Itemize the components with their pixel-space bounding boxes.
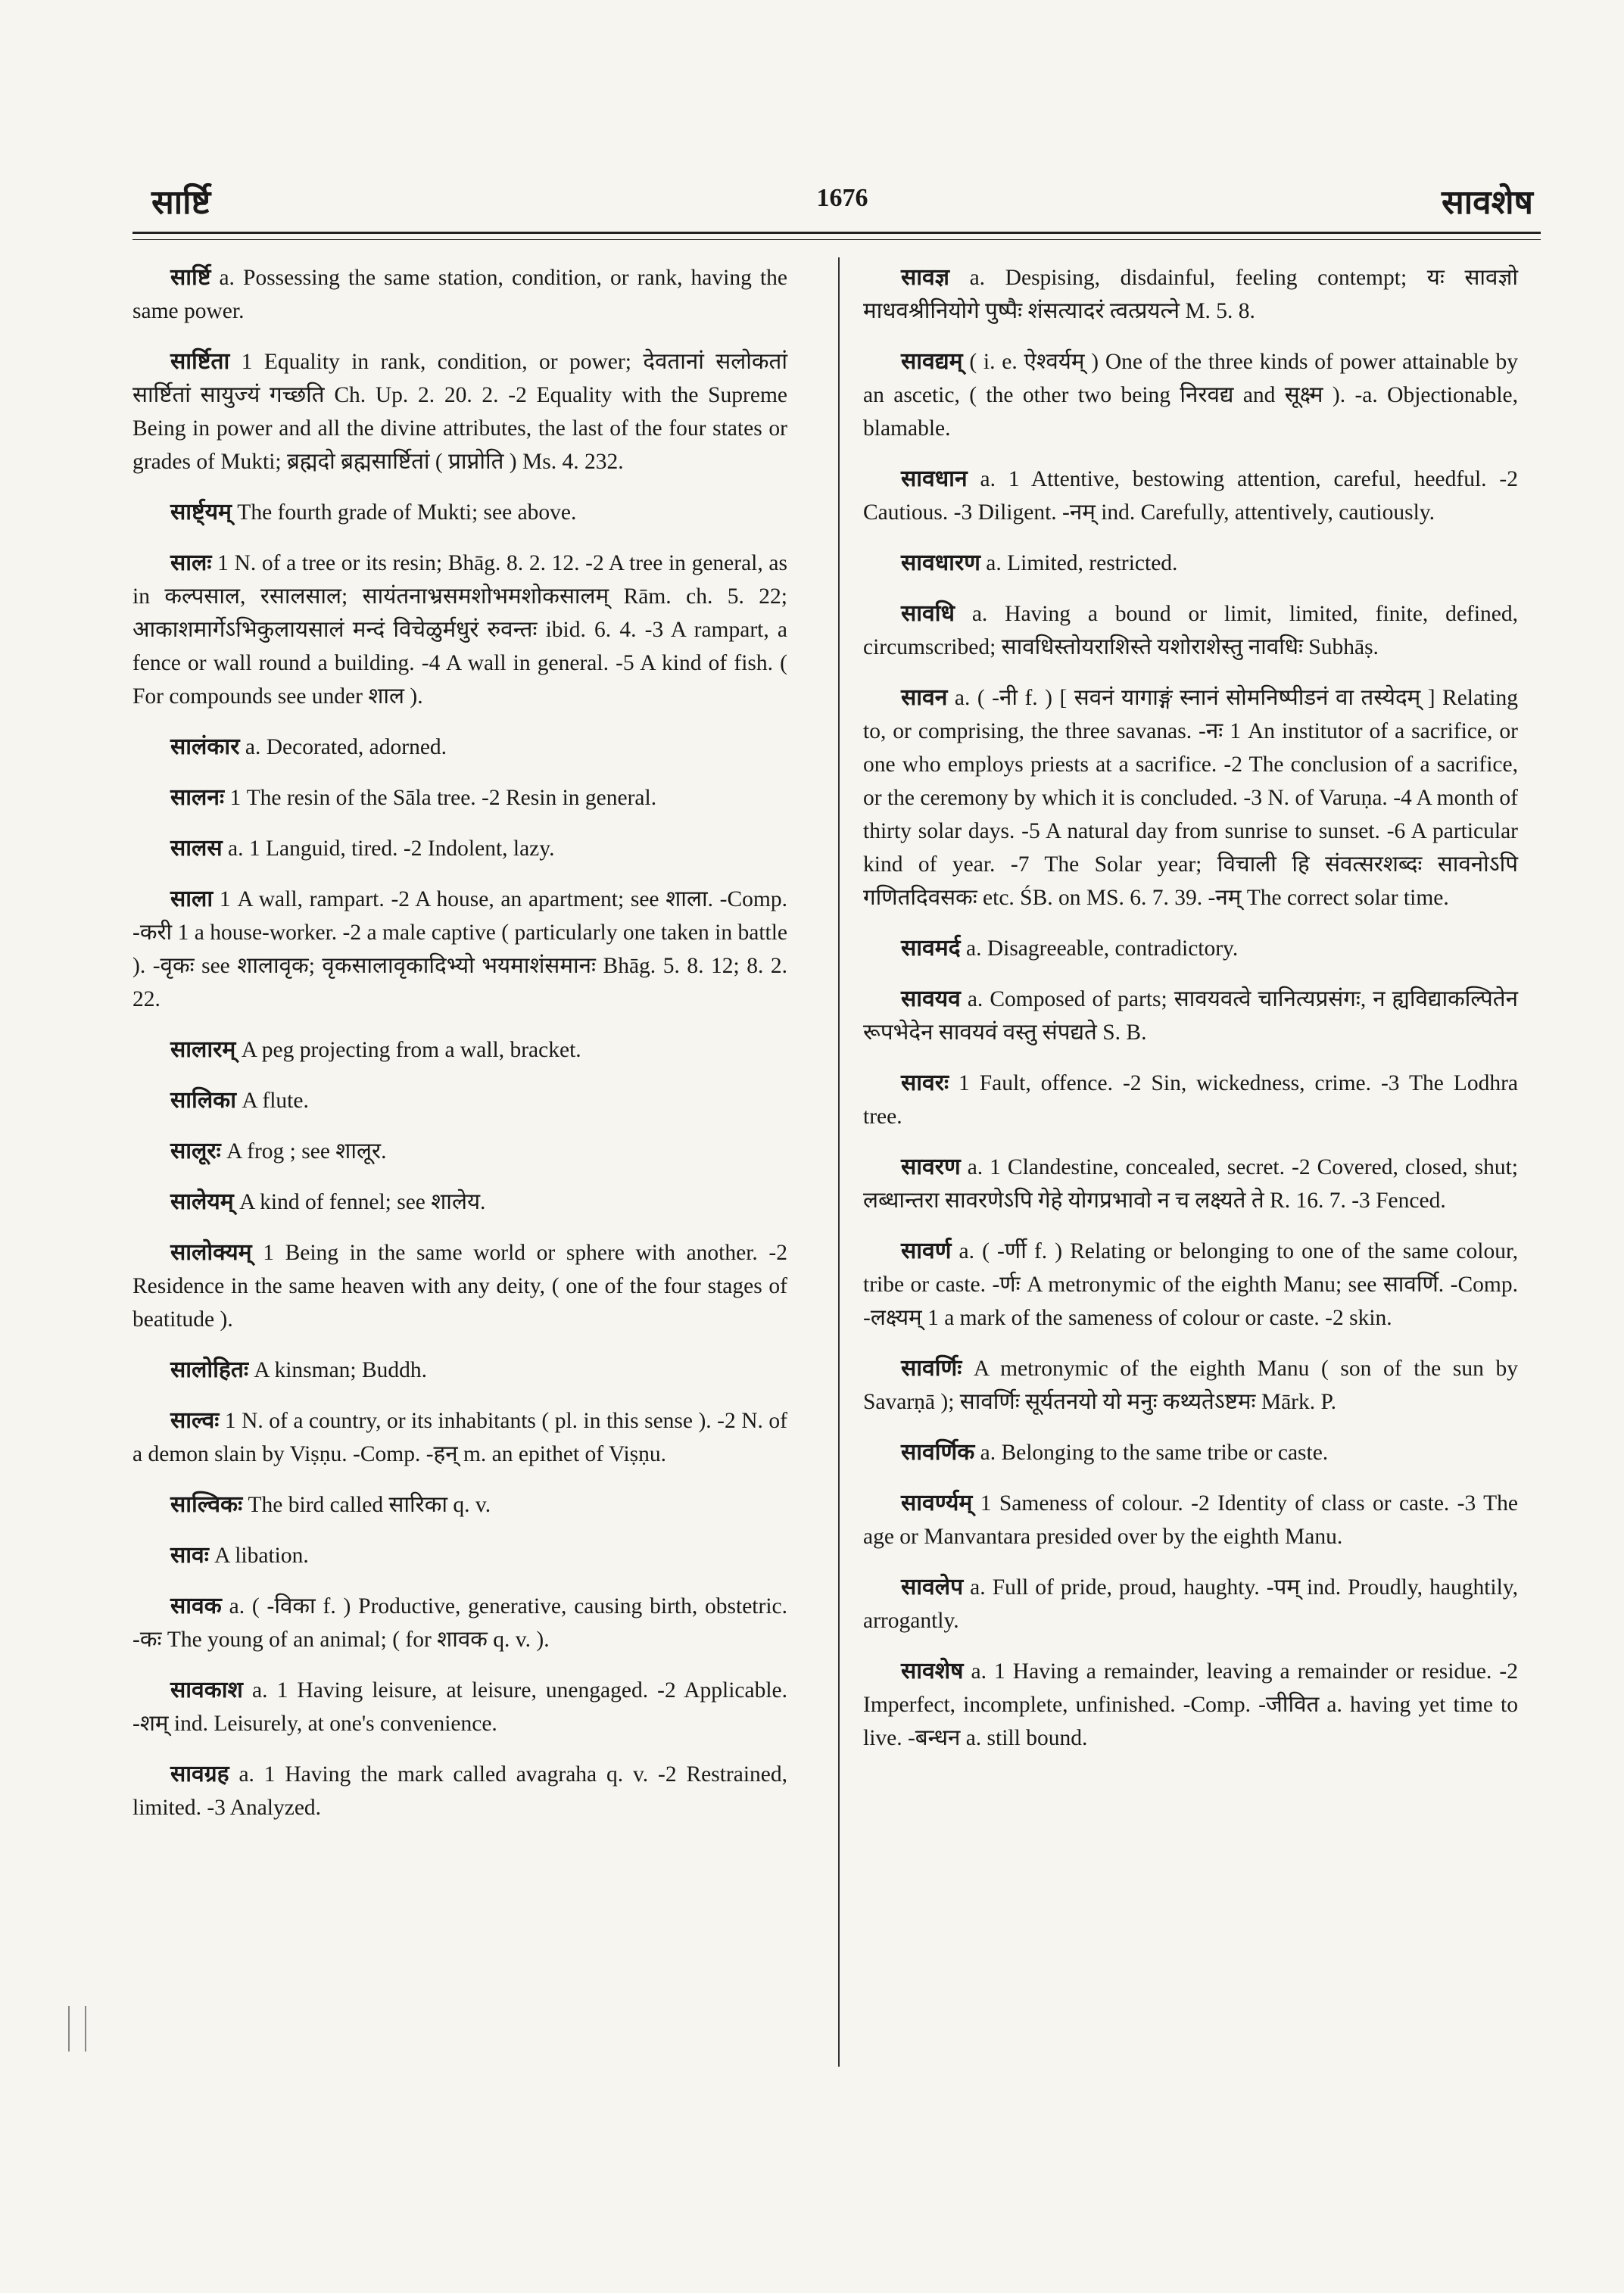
entry-headword: सावद्यम् <box>901 348 963 375</box>
entry-definition: The fourth grade of Mukti; see above. <box>231 500 577 525</box>
dictionary-entry <box>863 1352 1518 1419</box>
entry-headword: सावधारण <box>901 550 980 576</box>
entry-definition: a. Full of pride, proud, haughty. -पम् ind. Proudly, haughtily, arrogantly. <box>863 1575 1518 1633</box>
entry-headword: सावग्रह <box>170 1761 229 1787</box>
entry-definition: a. 1 Having the mark called avagraha q. v. -2 Restrained, limited. -3 Analyzed. <box>132 1762 787 1820</box>
entry-headword: सालंकार <box>170 734 240 760</box>
entry-headword: सावर्ण्यम् <box>901 1490 973 1516</box>
dictionary-entry <box>863 547 1518 580</box>
dictionary-entry <box>132 883 787 1016</box>
entry-definition: a. Possessing the same station, condition, or rank, having the same power. <box>132 266 787 323</box>
entry-headword: सावः <box>170 1542 209 1569</box>
dictionary-entry <box>132 1033 787 1067</box>
entry-headword: सावर्णिक <box>901 1439 975 1466</box>
dictionary-entry <box>863 1571 1518 1637</box>
entry-headword: सावक <box>170 1593 222 1619</box>
entry-headword: सावमर्द <box>901 935 961 961</box>
entry-headword: सार्ष्ट्यम् <box>170 499 232 525</box>
entry-definition: a. ( -र्णी f. ) Relating or belonging to one of the same colour, tribe or caste. -र्णः A metronymic of the eighth Manu; see सावर्णि. -Comp. -लक्ष्यम् 1 a mark of the sameness of colour or caste. -2 skin. <box>863 1239 1518 1330</box>
entry-definition: 1 N. of a tree or its resin; Bhāg. 8. 2. 12. -2 A tree in general, as in कल्पसाल, रसालसाल; सायंतनाभ्रसमशोभमशोकसालम् Rām. ch. 5. 22; आकाशमार्गेऽभिकुलायसालं मन्दं विचेळुर्मधुरं रुवन्तः ibid. 6. 4. -3 A rampart, a fence or wall round a building. -4 A wall in general. -5 A kind of fish. ( For compounds see under शाल ). <box>132 551 787 709</box>
column-divider <box>838 257 840 2067</box>
dictionary-entry <box>132 1354 787 1387</box>
page-number: 1676 <box>816 184 868 212</box>
dictionary-entry <box>132 781 787 815</box>
dictionary-entry <box>132 1185 787 1219</box>
entry-definition: a. 1 Attentive, bestowing attention, careful, heedful. -2 Cautious. -3 Diligent. -नम् ind. Carefully, attentively, cautiously. <box>863 467 1518 525</box>
entry-headword: सार्ष्टिता <box>170 348 230 375</box>
entry-definition: a. 1 Having a remainder, leaving a remainder or residue. -2 Imperfect, incomplete, unfinished. -Comp. -जीवित a. having yet time to live. -बन्धन a. still bound. <box>863 1659 1518 1750</box>
entry-definition: A kind of fennel; see शालेय. <box>233 1190 486 1214</box>
entry-headword: सावरः <box>901 1070 949 1096</box>
dictionary-entry <box>863 1655 1518 1755</box>
entry-definition: A flute. <box>235 1089 309 1113</box>
dictionary-entry <box>863 932 1518 965</box>
entry-definition: The bird called सारिका q. v. <box>242 1493 491 1517</box>
entry-definition: A kinsman; Buddh. <box>248 1358 428 1382</box>
page-header <box>151 155 1533 223</box>
entry-definition: 1 N. of a country, or its inhabitants ( pl. in this sense ). -2 N. of a demon slain by Viṣṇu. -Comp. -हन् m. an epithet of Viṣṇu. <box>132 1409 787 1466</box>
dictionary-entry <box>863 597 1518 664</box>
dictionary-entry <box>863 983 1518 1049</box>
entry-headword: सावलेप <box>901 1574 964 1600</box>
entry-definition: a. Disagreeable, contradictory. <box>960 936 1239 961</box>
dictionary-entry <box>863 345 1518 445</box>
dictionary-entry <box>132 1488 787 1522</box>
entry-headword: सालोक्यम् <box>170 1239 252 1266</box>
dictionary-entry <box>863 681 1518 914</box>
dictionary-entry <box>132 832 787 865</box>
entry-definition: a. Despising, disdainful, feeling contempt; यः सावज्ञो माधवश्रीनियोगे पुष्पैः शंसत्यादरं त्वत्प्रयत्ने M. 5. 8. <box>863 266 1518 323</box>
entry-headword: सावरण <box>901 1154 961 1180</box>
entry-definition: a. 1 Having leisure, at leisure, unengaged. -2 Applicable. -शम् ind. Leisurely, at one's convenience. <box>132 1678 787 1736</box>
entry-headword: सावन <box>901 684 948 711</box>
dictionary-entry <box>132 1404 787 1471</box>
entry-definition: a. 1 Clandestine, concealed, secret. -2 Covered, closed, shut; लब्धान्तरा सावरणेऽपि गेहे योगप्रभावो न च लक्ष्यते ते R. 16. 7. -3 Fenced. <box>863 1155 1518 1213</box>
entry-definition: a. Limited, restricted. <box>980 551 1178 575</box>
dictionary-entry <box>132 345 787 478</box>
entry-definition: ( i. e. ऐश्वर्यम् ) One of the three kinds of power attainable by an ascetic, ( the other two being निरवद्य and सूक्ष्म ). -a. Objectionable, blamable. <box>863 350 1518 441</box>
entry-headword: सालूरः <box>170 1138 221 1164</box>
dictionary-entry <box>863 261 1518 328</box>
dictionary-entry <box>132 496 787 529</box>
entry-headword: सालनः <box>170 784 225 811</box>
entry-headword: सालस <box>170 835 223 861</box>
entry-headword: सालेयम् <box>170 1189 234 1215</box>
dictionary-entry <box>863 1235 1518 1335</box>
dictionary-entry <box>132 1539 787 1572</box>
entry-headword: सावधान <box>901 466 968 492</box>
entry-headword: सालिका <box>170 1087 236 1114</box>
dictionary-entry <box>132 1590 787 1656</box>
entry-headword: सार्ष्टि <box>170 264 211 291</box>
dictionary-entry <box>132 1758 787 1824</box>
header-rule-thin <box>132 239 1541 240</box>
entry-definition: a. ( -विका f. ) Productive, generative, causing birth, obstetric. -कः The young of an animal; ( for शावक q. v. ). <box>132 1594 787 1652</box>
dictionary-entry <box>132 1135 787 1168</box>
entry-definition: 1 A wall, rampart. -2 A house, an apartment; see शाला. -Comp. -करी 1 a house-worker. -2 a male captive ( particularly one taken in battle ). -वृकः see शालावृक; वृकसालावृकादिभ्यो भयमाशंसमानः Bhāg. 5. 8. 12; 8. 2. 22. <box>132 887 787 1011</box>
dictionary-entry <box>863 1067 1518 1133</box>
entry-headword: सावधि <box>901 600 955 627</box>
dictionary-entry <box>863 463 1518 529</box>
dictionary-entry <box>863 1487 1518 1553</box>
entry-definition: 1 Being in the same world or sphere with another. -2 Residence in the same heaven with any deity, ( one of the four stages of beatitude ). <box>132 1241 787 1332</box>
entry-headword: सावज्ञ <box>901 264 949 291</box>
entry-headword: सालोहितः <box>170 1357 249 1383</box>
left-column <box>132 261 787 1842</box>
entry-definition: A metronymic of the eighth Manu ( son of the sun by Savarṇā ); सावर्णिः सूर्यतनयो यो मनुः कथ्यतेऽष्टमः Mārk. P. <box>863 1357 1518 1414</box>
entry-headword: सालारम् <box>170 1036 236 1063</box>
entry-headword: सावर्ण <box>901 1238 952 1264</box>
entry-definition: a. Decorated, adorned. <box>239 735 447 759</box>
entry-headword: सालः <box>170 550 212 576</box>
right-column <box>863 261 1518 1772</box>
entry-headword: साला <box>170 886 214 912</box>
dictionary-entry <box>863 1436 1518 1469</box>
entry-definition: A peg projecting from a wall, bracket. <box>235 1038 581 1062</box>
entry-headword: सावयव <box>901 986 961 1012</box>
margin-mark <box>68 2006 86 2052</box>
header-right-word: सावशेष <box>1442 183 1533 222</box>
entry-definition: a. 1 Languid, tired. -2 Indolent, lazy. <box>222 837 555 861</box>
entry-definition: a. Belonging to the same tribe or caste. <box>974 1441 1329 1465</box>
entry-headword: साल्वः <box>170 1407 220 1434</box>
dictionary-entry <box>132 1674 787 1740</box>
dictionary-entry <box>132 547 787 713</box>
header-rule-thick <box>132 232 1541 234</box>
dictionary-entry <box>132 1236 787 1336</box>
dictionary-entry <box>132 261 787 328</box>
entry-headword: सावकाश <box>170 1677 243 1703</box>
entry-definition: a. Composed of parts; सावयवत्वे चानित्यप्रसंगः, न ह्यविद्याकल्पितेन रूपभेदेन सावयवं वस्तु संपद्यते S. B. <box>863 987 1518 1045</box>
dictionary-entry <box>132 1084 787 1117</box>
entry-definition: 1 Sameness of colour. -2 Identity of class or caste. -3 The age or Manvantara presided over by the eighth Manu. <box>863 1491 1518 1549</box>
entry-definition: 1 Fault, offence. -2 Sin, wickedness, crime. -3 The Lodhra tree. <box>863 1071 1518 1129</box>
dictionary-entry <box>132 731 787 764</box>
entry-headword: सावर्णिः <box>901 1355 962 1382</box>
entry-definition: A libation. <box>208 1544 309 1568</box>
entry-definition: a. Having a bound or limit, limited, finite, defined, circumscribed; सावधिस्तोयराशिस्ते यशोराशेस्तु नावधिः Subhāṣ. <box>863 602 1518 659</box>
dictionary-entry <box>863 1151 1518 1217</box>
entry-definition: 1 Equality in rank, condition, or power; देवतानां सलोकतां सार्ष्टितां सायुज्यं गच्छति Ch. Up. 2. 20. 2. -2 Equality with the Supreme Being in power and all the divine attributes, the last of the four states or grades of Mukti; ब्रह्मदो ब्रह्मसार्ष्टितां ( प्राप्नोति ) Ms. 4. 232. <box>132 350 787 474</box>
entry-definition: 1 The resin of the Sāla tree. -2 Resin in general. <box>224 786 657 810</box>
entry-headword: साल्विकः <box>170 1491 243 1518</box>
entry-definition: A frog ; see शालूर. <box>220 1139 387 1164</box>
entry-definition: a. ( -नी f. ) [ सवनं यागाङ्गं स्नानं सोमनिष्पीडनं वा तस्येदम् ] Relating to, or comprising, the three savanas. -नः 1 An institutor of a sacrifice, or one who employs priests at a sacrifice. -2 The conclusion of a sacrifice, or the ceremony by which it is concluded. -3 N. of Varuṇa. -4 A month of thirty solar days. -5 A natural day from sunrise to sunset. -6 A particular kind of year. -7 The Solar year; विचाली हि संवत्सरशब्दः सावनोऽपि गणितदिवसकः etc. ŚB. on MS. 6. 7. 39. -नम् The correct solar time. <box>863 686 1518 910</box>
header-left-word: सार्ष्टि <box>151 183 211 222</box>
entry-headword: सावशेष <box>901 1658 964 1684</box>
